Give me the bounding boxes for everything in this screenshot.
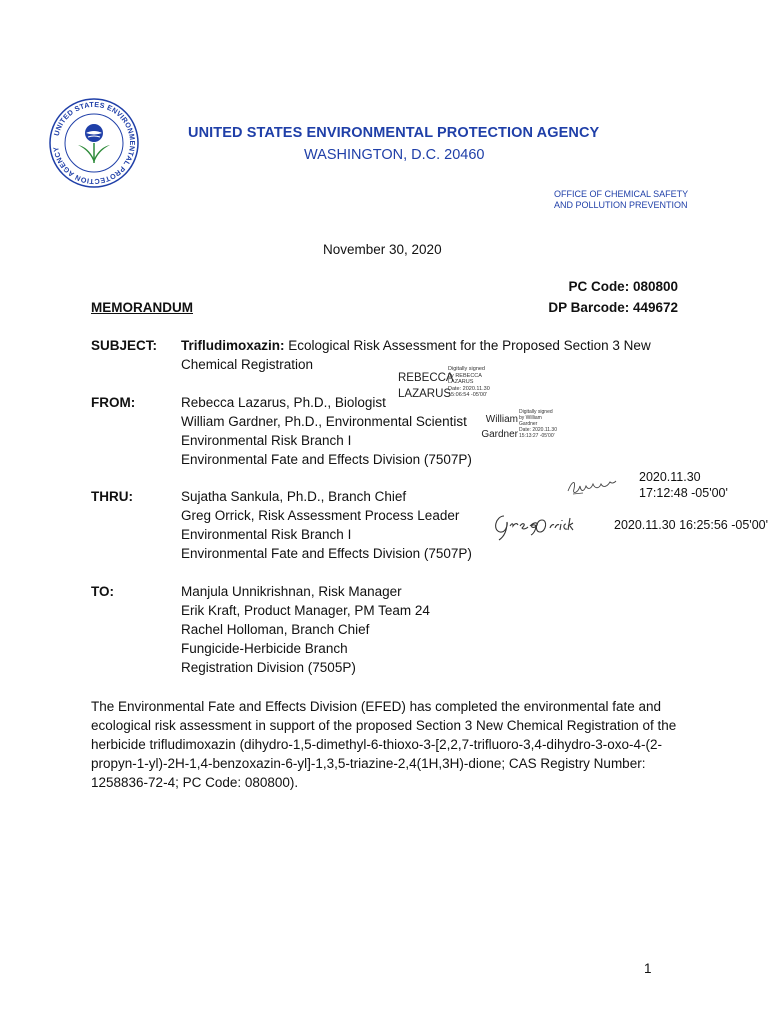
orrick-stamp: 2020.11.30 16:25:56 -05'00' xyxy=(614,518,768,532)
to-line: Rachel Holloman, Branch Chief xyxy=(181,622,370,637)
to-line: Fungicide-Herbicide Branch xyxy=(181,641,348,656)
office-line-1: OFFICE OF CHEMICAL SAFETY xyxy=(554,189,689,199)
memorandum-heading: MEMORANDUM xyxy=(91,300,193,315)
subject-text: Ecological Risk Assessment for the Proposed Section 3 New xyxy=(284,338,651,353)
to-label: TO: xyxy=(91,584,114,599)
to-line: Manjula Unnikrishnan, Risk Manager xyxy=(181,584,402,599)
thru-line: Environmental Fate and Effects Division (7507P) xyxy=(181,546,472,561)
sig-name: REBECCA LAZARUS xyxy=(398,372,454,400)
pc-code: PC Code: 080800 xyxy=(568,279,678,294)
thru-line: Environmental Risk Branch I xyxy=(181,527,352,542)
from-label: FROM: xyxy=(91,395,136,410)
subject-line-1 xyxy=(181,338,651,353)
sig-details: Digitally signed by REBECCA LAZARUS Date: 2020.11.30 15:06:54 -05'00' xyxy=(448,366,490,398)
agency-city: WASHINGTON, D.C. 20460 xyxy=(304,147,485,163)
seal-ring-text: UNITED STATES ENVIRONMENTAL PROTECTION AGENCY xyxy=(51,99,138,187)
body-paragraph: The Environmental Fate and Effects Division (EFED) has completed the environmental fate and ecological risk assessment in support of the proposed Section 3 New Chemical Registration of the herbicide trifludimoxazin (dihydro-1,5-dimethyl-6-thioxo-3-[2,2,7-trifluoro-3,4-dihydro-3-oxo-4-(2-propyn-1-yl)-2H-1,4-benzoxazin-6-yl]-1,3,5-triazine-2,4(1H,3H)-dione; CAS Registry Number: 1258836-72-4; PC Code: 080800). xyxy=(91,699,677,790)
dp-barcode: DP Barcode: 449672 xyxy=(548,300,678,315)
sankula-stamp-time: 17:12:48 -05'00' xyxy=(639,486,728,500)
subject-chemical: Trifludimoxazin: xyxy=(181,338,285,353)
to-line: Erik Kraft, Product Manager, PM Team 24 xyxy=(181,603,430,618)
subject-label: SUBJECT: xyxy=(91,338,158,353)
sankula-stamp-date: 2020.11.30 xyxy=(639,470,701,484)
memo-date: November 30, 2020 xyxy=(323,242,442,257)
page-number: 1 xyxy=(644,961,652,976)
thru-line: Greg Orrick, Risk Assessment Process Leader xyxy=(181,508,460,523)
office-line-2: AND POLLUTION PREVENTION xyxy=(554,200,688,210)
from-line: Environmental Risk Branch I xyxy=(181,433,352,448)
to-line: Registration Division (7505P) xyxy=(181,660,356,675)
epa-seal-logo xyxy=(48,97,140,189)
sig-name: William Gardner xyxy=(481,414,518,440)
agency-name: UNITED STATES ENVIRONMENTAL PROTECTION AGENCY xyxy=(188,125,600,141)
from-line: William Gardner, Ph.D., Environmental Scientist xyxy=(181,414,467,429)
thru-label: THRU: xyxy=(91,489,133,504)
handwritten-signature-sankula xyxy=(565,475,621,499)
sig-details: Digitally signed by William Gardner Date: 2020.11.30 15:13:27 -05'00' xyxy=(519,409,557,439)
from-line: Environmental Fate and Effects Division (7507P) xyxy=(181,452,472,467)
handwritten-signature-orrick xyxy=(490,508,582,542)
subject-line-2: Chemical Registration xyxy=(181,357,314,372)
from-line: Rebecca Lazarus, Ph.D., Biologist xyxy=(181,395,386,410)
thru-line: Sujatha Sankula, Ph.D., Branch Chief xyxy=(181,489,407,504)
